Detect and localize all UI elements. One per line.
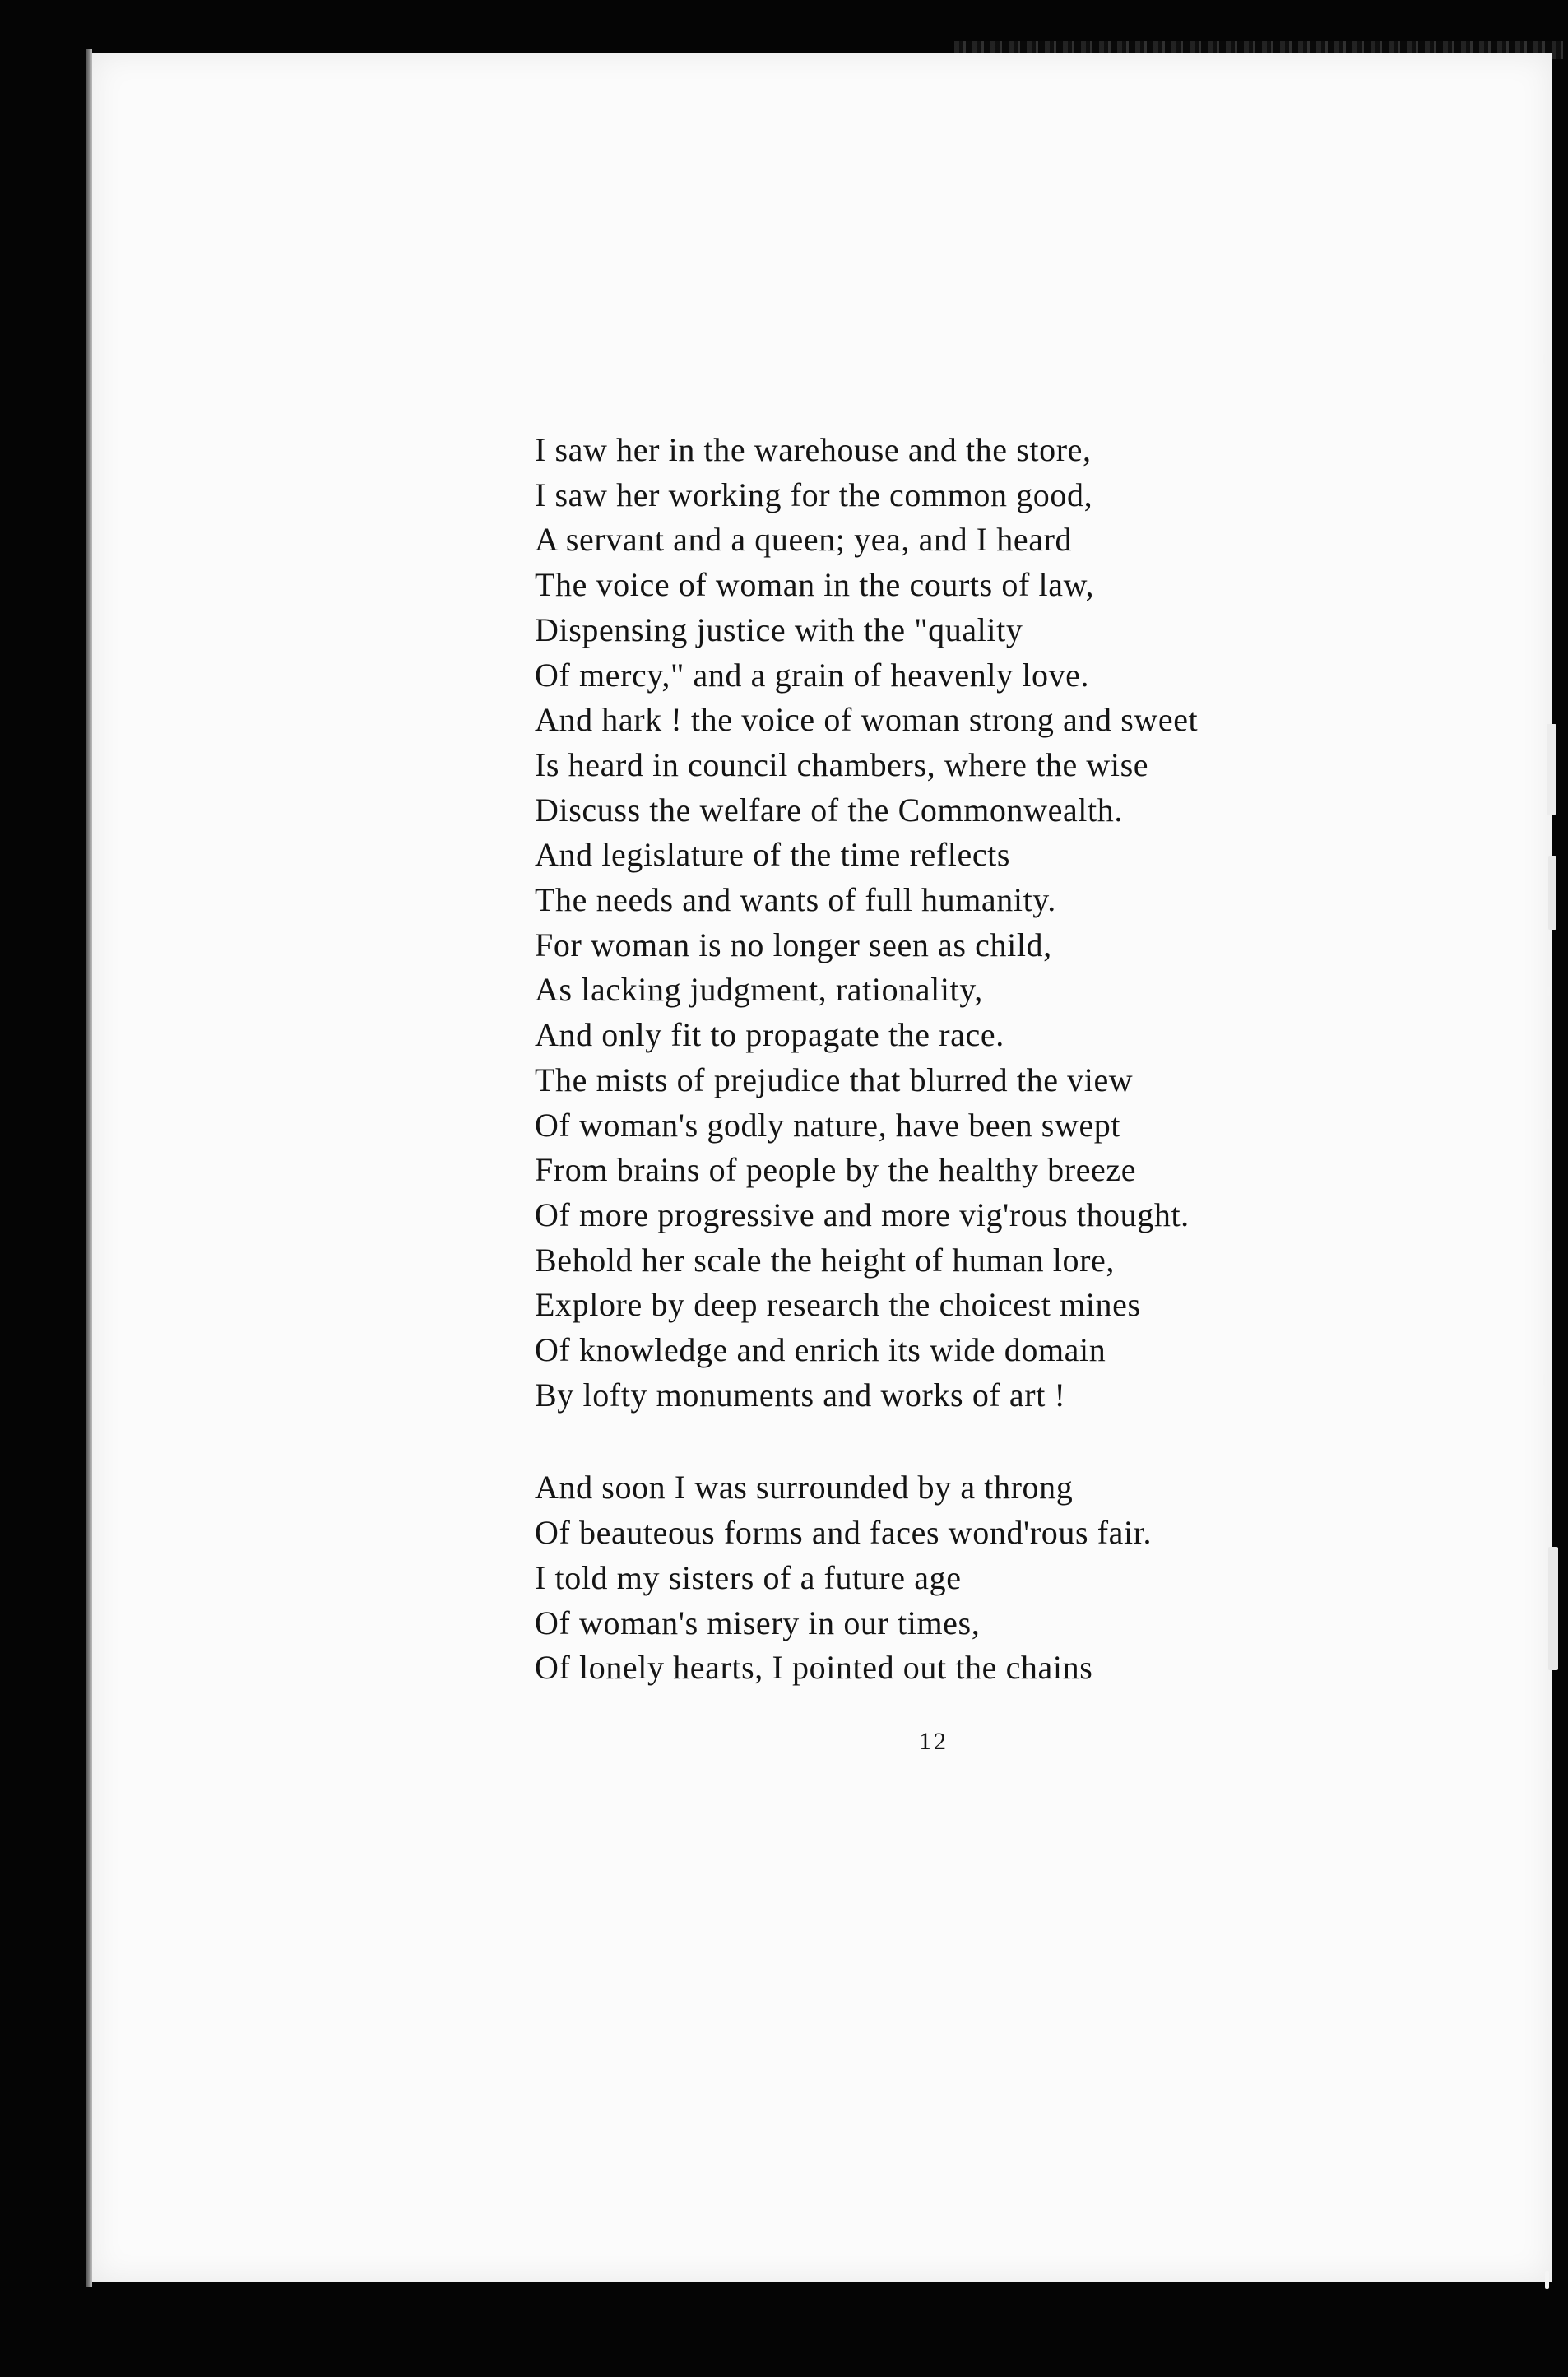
poem-line: Of knowledge and enrich its wide domain	[535, 1331, 1106, 1369]
poem-line: Behold her scale the height of human lore,	[535, 1241, 1115, 1279]
page-number: 12	[919, 1728, 949, 1755]
poem-line: I saw her in the warehouse and the store,	[535, 431, 1092, 468]
stanza-2	[535, 1465, 1399, 1691]
poem-line: The mists of prejudice that blurred the view	[535, 1061, 1134, 1098]
poem-line: Explore by deep research the choicest mines	[535, 1286, 1141, 1324]
poem-line: And soon I was surrounded by a throng	[535, 1469, 1074, 1507]
poem-line: I saw her working for the common good,	[535, 476, 1093, 513]
poem-line: From brains of people by the healthy breeze	[535, 1151, 1137, 1189]
poem-line: Is heard in council chambers, where the wise	[535, 745, 1149, 783]
poem-text	[535, 428, 1399, 1691]
poem-line: Of beauteous forms and faces wond'rous fair.	[535, 1514, 1153, 1552]
poem-line: I told my sisters of a future age	[535, 1558, 962, 1596]
poem-line: And hark ! the voice of woman strong and sweet	[535, 701, 1199, 739]
poem-line: And only fit to propagate the race.	[535, 1016, 1004, 1054]
poem-line: Of lonely hearts, I pointed out the chains	[535, 1649, 1093, 1687]
poem-line: As lacking judgment, rationality,	[535, 971, 983, 1009]
poem-line: The needs and wants of full humanity.	[535, 881, 1056, 919]
poem-line: The voice of woman in the courts of law,	[535, 566, 1095, 604]
poem-line: Dispensing justice with the "quality	[535, 610, 1023, 648]
stanza-1	[535, 428, 1399, 1418]
poem-line: Discuss the welfare of the Commonwealth.	[535, 791, 1123, 829]
poem-line: Of more progressive and more vig'rous thought.	[535, 1195, 1190, 1233]
scan-right-margin	[1535, 0, 1568, 2377]
page-left-edge	[86, 49, 92, 2287]
poem-line: And legislature of the time reflects	[535, 836, 1011, 874]
poem-line: Of woman's godly nature, have been swept	[535, 1106, 1121, 1144]
poem-line: A servant and a queen; yea, and I heard	[535, 521, 1073, 559]
poem-line: For woman is no longer seen as child,	[535, 926, 1052, 963]
poem-line: Of woman's misery in our times,	[535, 1604, 981, 1641]
poem-line: By lofty monuments and works of art !	[535, 1376, 1066, 1414]
poem-line: Of mercy," and a grain of heavenly love.	[535, 656, 1090, 694]
